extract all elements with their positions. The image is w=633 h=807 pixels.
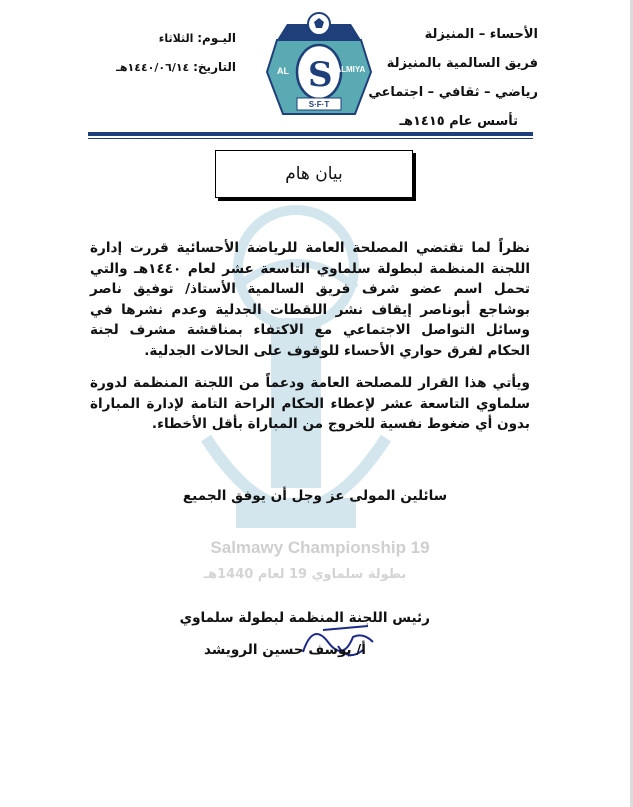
day-label: اليـوم: (197, 31, 236, 45)
body-paragraph: ويأتي هذا القرار للمصلحة العامة ودعماً من اللجنة المنظمة لدورة سلماوي التاسعة عشر لإعطاء الحكام الراحة التامة لإدارة المباراة بدون أي ضغوط نفسية للخروج من المباراة بأقل الأخطاء. (90, 375, 530, 432)
organization-info (358, 20, 538, 136)
logo-abbrev: S·F·T (308, 100, 330, 109)
closing-line: سائلين المولى عز وجل أن يوفق الجميع (182, 488, 448, 504)
announcement-title: بيان هام (215, 150, 413, 198)
signatory-name: أ/ يوسف حسين الرويشد (204, 642, 366, 658)
date-label: التاريخ: (193, 60, 236, 74)
date-row (96, 53, 236, 82)
announcement-body (90, 238, 530, 447)
date-value: ١٤٤٠/٠٦/١٤هـ (116, 61, 190, 74)
location-line: الأحساء – المنيزلة (424, 27, 538, 42)
watermark-arabic-text: بطولة سلماوي 19 لعام 1440هـ (203, 567, 407, 582)
logo-text-main: SALMIYA (330, 65, 366, 74)
handwritten-signature (283, 612, 393, 668)
team-logo (263, 10, 375, 122)
day-row (96, 24, 236, 53)
date-info (96, 24, 236, 82)
team-name-line: فريق السالمية بالمنيزلة (386, 56, 538, 71)
svg-text:S: S (308, 55, 333, 95)
signatory-title: رئيس اللجنة المنظمة لبطولة سلماوي (179, 610, 430, 626)
header-divider-thin (88, 138, 533, 139)
founded-line: تأسس عام ١٤١٥هـ (399, 114, 518, 129)
body-paragraph: نظراً لما تقتضي المصلحة العامة للرياضة الأحسائية قررت إدارة اللجنة المنظمة لبطولة سلماوي التاسعة عشر لعام ١٤٤٠هـ والتي تحمل اسم عضو شرف فريق السالمية الأستاذ/ توفيق ناصر بوشاجع أبوناصر إيقاف نشر اللقطات الجدلية وعدم نشرها في وسائل التواصل الاجتماعي مع الاكتفاء بمناقشة مشرف لجنة الحكام لفرق حواري الأحساء للوقوف على الحالات الجدلية. (90, 240, 530, 359)
team-activities-line: رياضي – ثقافي – اجتماعي (368, 85, 538, 100)
header-divider-thick (88, 132, 533, 136)
watermark-english-text: Salmawy Championship 19 (210, 538, 430, 557)
logo-text-al: AL (277, 66, 289, 76)
day-value: الثلاثاء (158, 32, 194, 45)
